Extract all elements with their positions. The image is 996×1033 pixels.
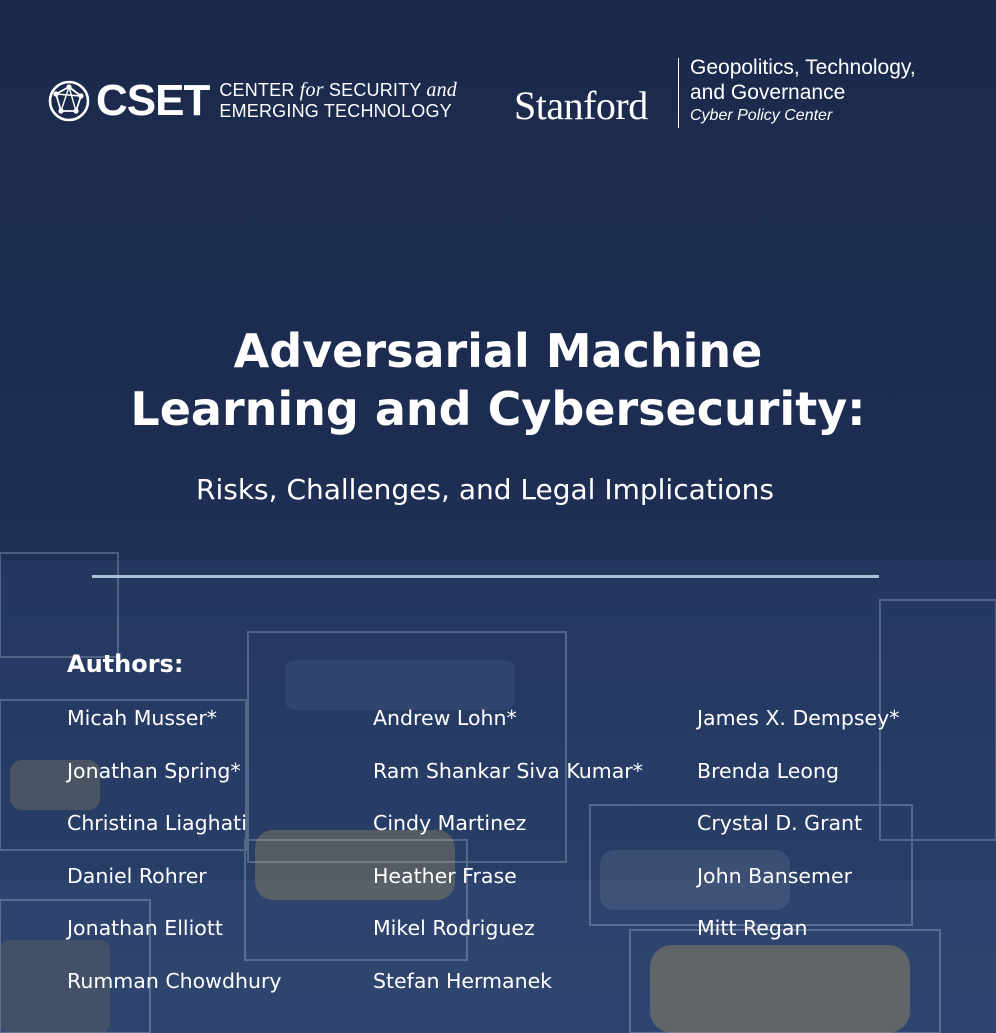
author-name: Brenda Leong [697,758,839,783]
author-name: Andrew Lohn* [373,706,517,730]
author-name: Mitt Regan [697,916,808,940]
authors-column-1 [67,701,282,1016]
author-name: Ram Shankar Siva Kumar* [373,758,643,783]
author-name: Daniel Rohrer [67,863,207,888]
cset-logo [46,78,457,124]
authors-heading: Authors: [67,650,184,678]
stanford-wordmark: Stanford [514,83,648,128]
cset-wordmark: CSET [96,76,210,125]
author-name: Jonathan Elliott [67,916,223,940]
report-title: Adversarial Machine Learning and Cybersecurity: [130,324,866,436]
globe-network-icon [46,78,92,124]
author-name: Rumman Chowdhury [67,968,282,993]
author-name: Christina Liaghati [67,811,247,835]
horizontal-rule [92,575,879,578]
authors-column-3 [697,701,900,964]
author-name: John Bansemer [697,863,853,888]
author-name: Crystal D. Grant [697,811,863,835]
author-name: Cindy Martinez [373,811,527,835]
author-name: Stefan Hermanek [373,968,553,993]
author-name: James X. Dempsey* [697,706,900,730]
cset-full-name: CENTER for SECURITY and EMERGING TECHNOLOGY [219,79,458,121]
authors-column-2 [373,701,643,1016]
stanford-program-name: Geopolitics, Technology, and Governance Cyber Policy Center [690,56,916,124]
author-name: Mikel Rodriguez [373,916,535,940]
author-name: Micah Musser* [67,706,218,730]
author-name: Heather Frase [373,863,517,888]
logo-divider [678,58,679,128]
report-subtitle: Risks, Challenges, and Legal Implications [196,473,774,506]
author-name: Jonathan Spring* [67,758,241,783]
